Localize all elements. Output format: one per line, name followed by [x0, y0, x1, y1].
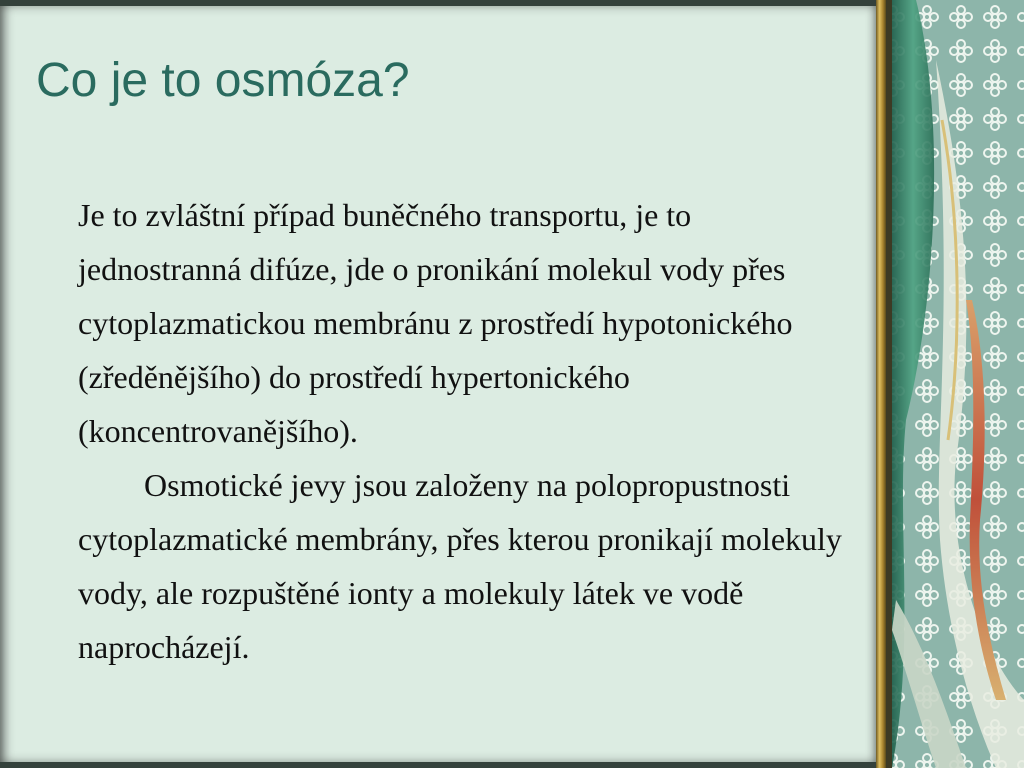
paragraph-1: Je to zvláštní případ buněčného transportu, je to jednostranná difúze, jde o pronikání molekul vody přes cytoplazmatickou membránu z prostředí hypotonického (zředěnějšího) do prostředí hypertonického (koncentrovanějšího). [78, 197, 793, 449]
bottom-border [0, 762, 876, 768]
top-border [0, 0, 876, 6]
slide-body-text [78, 188, 858, 674]
slide-title: Co je to osmóza? [36, 54, 410, 107]
decorative-ribbon-border [876, 0, 1024, 768]
paragraph-2: Osmotické jevy jsou založeny na polopropustnosti cytoplazmatické membrány, přes kterou pronikají molekuly vody, ale rozpuštěné ionty a molekuly látek ve vodě naprocházejí. [78, 467, 842, 665]
